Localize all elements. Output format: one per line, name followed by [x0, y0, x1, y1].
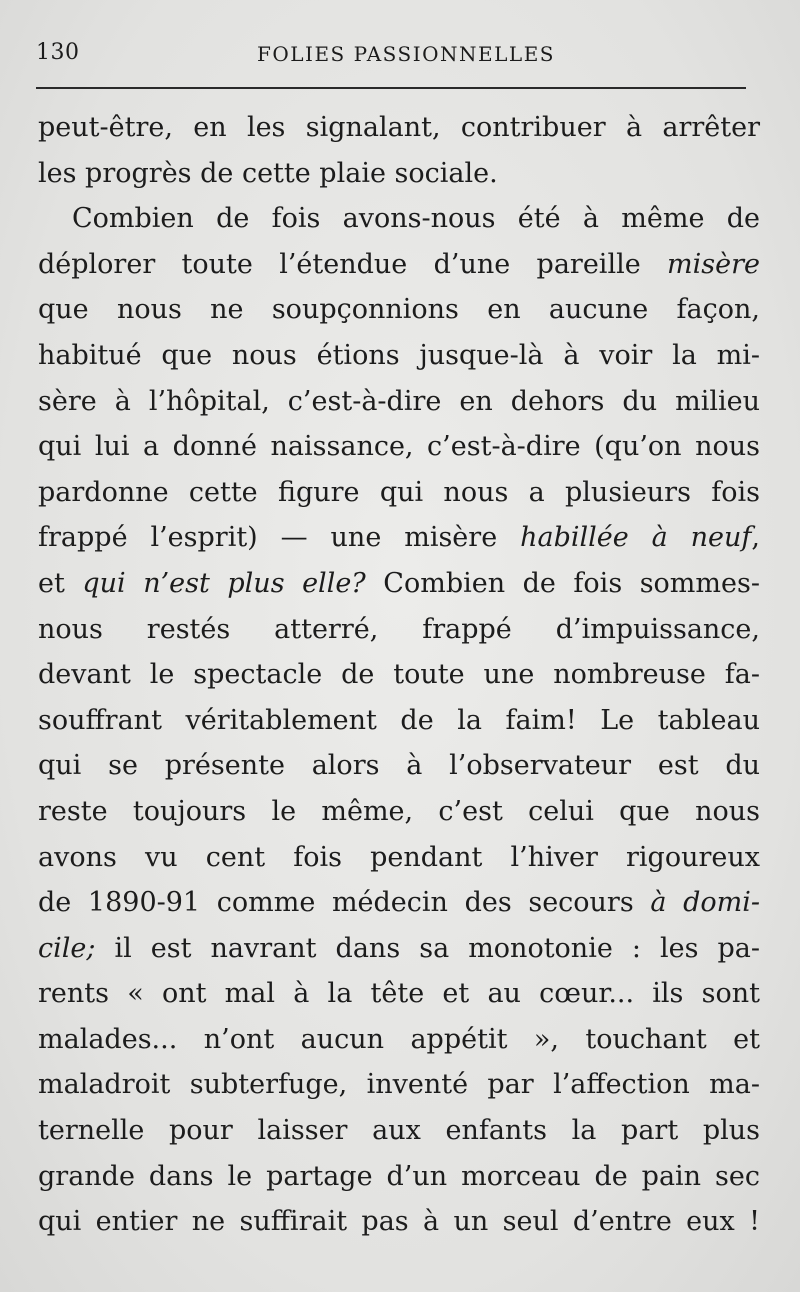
text-line: frappé l’esprit) — une misère habillée à neuf, [38, 522, 760, 554]
text-line: habitué que nous étions jusque-là à voir la mi- [38, 339, 760, 371]
text-line: cile; il est navrant dans sa monotonie : les pa- [38, 932, 760, 964]
text-line: et qui n’est plus elle? Combien de fois sommes- [38, 567, 760, 599]
body-text [38, 105, 760, 1245]
text-line: qui se présente alors à l’observateur est du [38, 750, 760, 782]
page-number: 130 [36, 40, 80, 65]
text-line: malades... n’ont aucun appétit », touchant et [38, 1023, 760, 1055]
running-head: FOLIES PASSIONNELLES [257, 42, 555, 66]
text-line: reste toujours le même, c’est celui que nous [38, 795, 760, 827]
text-line: nous restés atterré, frappé d’impuissance, [38, 613, 760, 645]
text-line: pardonne cette figure qui nous a plusieurs fois [38, 476, 760, 508]
text-line: rents « ont mal à la tête et au cœur... ils sont [38, 978, 760, 1010]
text-line: souffrant véritablement de la faim! Le tableau [38, 704, 760, 736]
text-line: peut-être, en les signalant, contribuer à arrêter [38, 112, 760, 143]
text-line: de 1890-91 comme médecin des secours à domi- [38, 887, 760, 919]
text-line: Combien de fois avons-nous été à même de [72, 203, 760, 235]
text-line: sère à l’hôpital, c’est-à-dire en dehors du milieu [38, 385, 760, 417]
text-line: maladroit subterfuge, inventé par l’affection ma- [38, 1069, 760, 1101]
text-line: devant le spectacle de toute une nombreuse fa- [38, 659, 760, 691]
text-line: les progrès de cette plaie sociale. [38, 157, 498, 189]
text-line: ternelle pour laisser aux enfants la part plus [38, 1115, 760, 1147]
header-rule [36, 87, 746, 89]
text-line: grande dans le partage d’un morceau de pain sec [38, 1160, 760, 1192]
page-header [36, 40, 746, 74]
text-line: déplorer toute l’étendue d’une pareille misère [38, 248, 760, 280]
text-line: que nous ne soupçonnions en aucune façon, [38, 294, 760, 326]
text-line: avons vu cent fois pendant l’hiver rigoureux [38, 841, 760, 873]
text-line: qui entier ne suffirait pas à un seul d’entre eux ! [38, 1206, 760, 1238]
text-line: qui lui a donné naissance, c’est-à-dire (qu’on nous [38, 431, 760, 463]
